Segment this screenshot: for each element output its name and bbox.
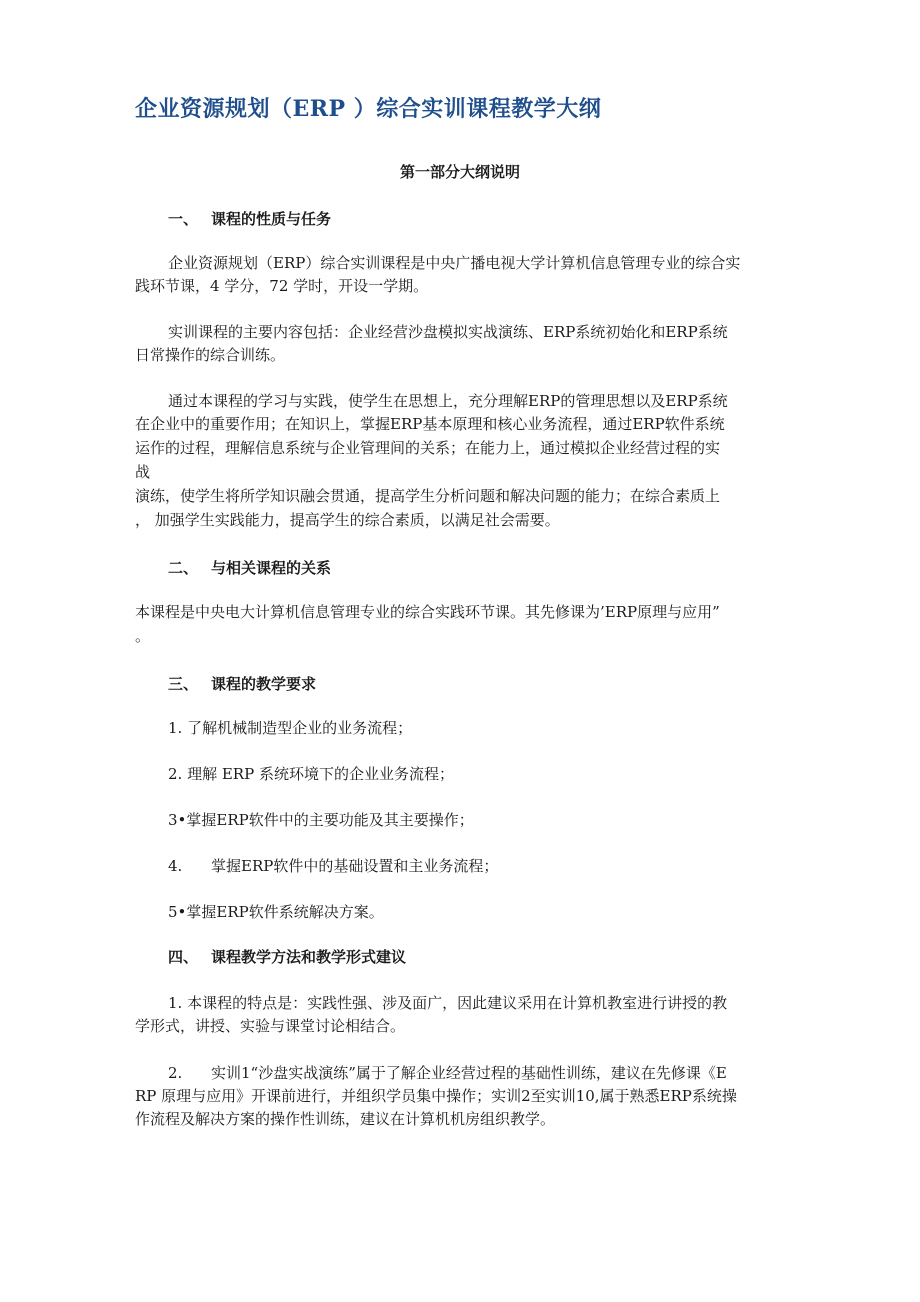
paragraph-line: 运作的过程，理解信息系统与企业管理间的关系；在能力上，通过模拟企业经营过程的实 <box>135 439 721 457</box>
section-heading-1 <box>168 208 331 229</box>
section-number: 一、 <box>168 210 199 228</box>
requirement-number: 4. <box>168 857 183 875</box>
requirement-text: 掌握ERP软件中的基础设置和主业务流程； <box>211 857 499 875</box>
section-heading-4 <box>168 946 406 967</box>
requirement-item: 3•掌握ERP软件中的主要功能及其主要操作； <box>168 811 474 829</box>
requirement-item <box>168 854 498 878</box>
paragraph-line: 日常操作的综合训练。 <box>135 346 286 364</box>
paragraph-line <box>168 1061 727 1085</box>
section-title: 课程的教学要求 <box>211 675 317 693</box>
requirement-item: 2. 理解 ERP 系统环境下的企业业务流程； <box>168 765 454 783</box>
paragraph-line: 企业资源规划（ERP）综合实训课程是中央广播电视大学计算机信息管理专业的综合实 <box>168 254 741 272</box>
section-heading-2 <box>168 557 331 578</box>
paragraph-line: 践环节课，4 学分，72 学时，开设一学期。 <box>135 277 429 295</box>
paragraph-line: 本课程是中央电大计算机信息管理专业的综合实践环节课。其先修课为’ERP原理与应用” <box>135 603 720 621</box>
part-title: 第一部分大纲说明 <box>399 163 520 181</box>
paragraph-line: 在企业中的重要作用；在知识上，掌握ERP基本原理和核心业务流程，通过ERP软件系统 <box>135 415 725 433</box>
paragraph-line: 实训课程的主要内容包括：企业经营沙盘模拟实战演练、ERP系统初始化和ERP系统 <box>168 323 728 341</box>
paragraph-line: 战 <box>135 463 151 481</box>
paragraph-line: 1. 本课程的特点是：实践性强、涉及面广，因此建议采用在计算机教室进行讲授的教 <box>168 994 728 1012</box>
paragraph-line: RP 原理与应用》开课前进行，并组织学员集中操作；实训2至实训10,属于熟悉ERP系统操 <box>135 1087 737 1105</box>
section-number: 二、 <box>168 559 199 577</box>
requirement-item: 5•掌握ERP软件系统解决方案。 <box>168 903 384 921</box>
method-number: 2. <box>168 1064 183 1082</box>
section-number: 三、 <box>168 675 199 693</box>
section-number: 四、 <box>168 948 199 966</box>
requirement-item: 1. 了解机械制造型企业的业务流程； <box>168 719 413 737</box>
section-title: 课程教学方法和教学形式建议 <box>211 948 407 966</box>
paragraph-line: 演练，使学生将所学知识融会贯通，提高学生分析问题和解决问题的能力；在综合素质上 <box>135 487 721 505</box>
paragraph-line: 通过本课程的学习与实践，使学生在思想上，充分理解ERP的管理思想以及ERP系统 <box>168 392 728 410</box>
section-title: 与相关课程的关系 <box>211 559 332 577</box>
paragraph-line: 。 <box>135 627 151 645</box>
document-title: 企业资源规划（ERP ）综合实训课程教学大纲 <box>135 96 602 122</box>
section-heading-3 <box>168 673 316 694</box>
method-text: 实训1“沙盘实战演练”属于了解企业经营过程的基础性训练，建议在先修课《E <box>211 1064 727 1082</box>
section-title: 课程的性质与任务 <box>211 210 332 228</box>
paragraph-line: 学形式，讲授、实验与课堂讨论相结合。 <box>135 1017 406 1035</box>
paragraph-line: ， 加强学生实践能力，提高学生的综合素质，以满足社会需要。 <box>135 511 560 529</box>
paragraph-line: 作流程及解决方案的操作性训练，建议在计算机机房组织教学。 <box>135 1110 556 1128</box>
